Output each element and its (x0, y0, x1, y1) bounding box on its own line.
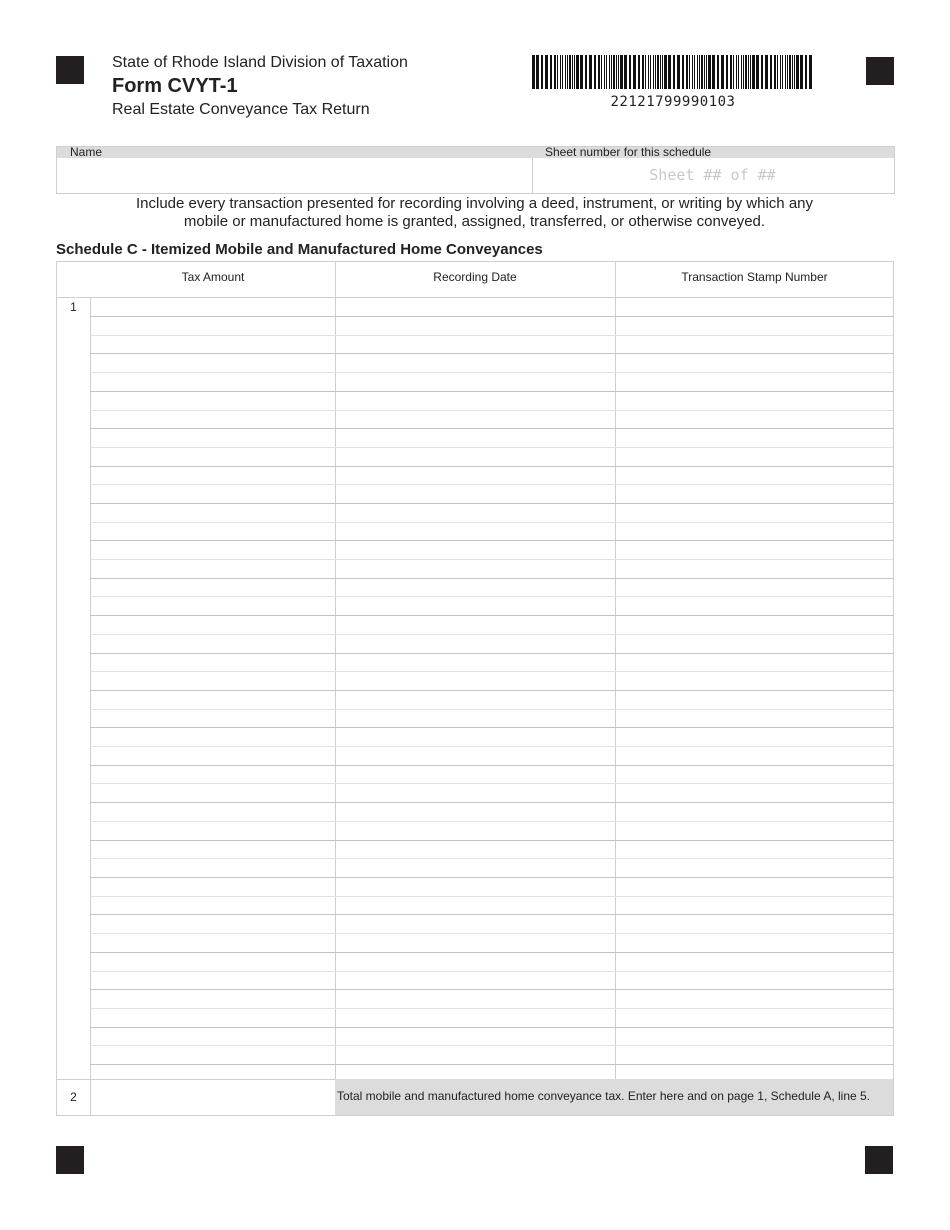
row-divider (90, 840, 893, 841)
registration-mark-top-left (56, 56, 84, 84)
total-instruction-text: Total mobile and manufactured home conveyance tax. Enter here and on page 1, Schedule A, line 5. (337, 1089, 871, 1103)
barcode-bar (704, 55, 705, 89)
barcode-bar (662, 55, 663, 89)
registration-mark-bottom-left (56, 1146, 84, 1174)
barcode-bar (787, 55, 788, 89)
row-divider (90, 765, 893, 766)
barcode-bar (655, 55, 656, 89)
barcode-bar (601, 55, 602, 89)
form-title: Form CVYT-1 (112, 75, 238, 97)
line-1-label: 1 (70, 300, 77, 314)
row-divider (90, 596, 893, 597)
row-divider (90, 952, 893, 953)
barcode-bar (782, 55, 783, 89)
barcode-bar (712, 55, 715, 89)
row-divider (90, 578, 893, 579)
row-divider (90, 746, 893, 747)
registration-mark-bottom-right (865, 1146, 893, 1174)
barcode-bar (609, 55, 610, 89)
column-header-transaction-stamp: Transaction Stamp Number (681, 270, 828, 284)
barcode-bar (708, 55, 711, 89)
name-label: Name (70, 145, 103, 159)
barcode-bar (638, 55, 640, 89)
barcode-bar (774, 55, 776, 89)
barcode-bar (765, 55, 768, 89)
barcode-bar (574, 55, 575, 89)
barcode-bar (800, 55, 803, 89)
barcode-bar (694, 55, 695, 89)
row-divider (90, 335, 893, 336)
schedule-table (56, 261, 894, 1116)
barcode-bar (589, 55, 592, 89)
barcode-bar (642, 55, 644, 89)
barcode-bar (594, 55, 596, 89)
row-divider (90, 933, 893, 934)
label-bar (57, 147, 894, 158)
barcode-bar (745, 55, 747, 89)
row-divider (90, 727, 893, 728)
row-divider (90, 653, 893, 654)
row-divider (90, 447, 893, 448)
row-divider (90, 372, 893, 373)
row-divider (90, 559, 893, 560)
barcode-bar (706, 55, 707, 89)
row-divider (90, 1008, 893, 1009)
barcode-bar (629, 55, 631, 89)
barcode-bar (761, 55, 763, 89)
row-divider (90, 428, 893, 429)
barcode-bar (792, 55, 793, 89)
row-divider (90, 615, 893, 616)
row-divider (90, 989, 893, 990)
barcode-bar (673, 55, 675, 89)
name-input[interactable] (59, 160, 533, 192)
row-divider (90, 896, 893, 897)
barcode-bar (585, 55, 587, 89)
barcode-bar (741, 55, 742, 89)
row-divider (90, 1064, 893, 1065)
barcode-bar (557, 55, 558, 89)
barcode-bar (726, 55, 728, 89)
total-tax-field[interactable] (91, 1080, 334, 1114)
barcode-bar (743, 55, 744, 89)
barcode-bar (606, 55, 607, 89)
barcode-bar (738, 55, 739, 89)
barcode-bar (580, 55, 583, 89)
barcode-bar (611, 55, 612, 89)
column-header-recording-date: Recording Date (433, 270, 517, 284)
barcode-bar (785, 55, 786, 89)
schedule-title: Schedule C - Itemized Mobile and Manufactured Home Conveyances (56, 241, 543, 258)
row-divider (90, 540, 893, 541)
barcode-bar (748, 55, 749, 89)
barcode-bar (686, 55, 688, 89)
row-divider (90, 1027, 893, 1028)
row-divider (90, 466, 893, 467)
barcode-bar (532, 55, 535, 89)
barcode-bar (730, 55, 732, 89)
instructions-line-2: mobile or manufactured home is granted, assigned, transferred, or otherwise conveyed. (183, 213, 766, 230)
barcode-bar (565, 55, 566, 89)
registration-mark-top-right (866, 57, 894, 85)
barcode-bar (545, 55, 548, 89)
barcode-bar (756, 55, 759, 89)
barcode-bar (648, 55, 649, 89)
row-divider (90, 503, 893, 504)
row-divider (90, 877, 893, 878)
barcode-bar (613, 55, 615, 89)
barcode-bar (624, 55, 627, 89)
row-divider (90, 821, 893, 822)
barcode-bar (770, 55, 772, 89)
barcode-bar (598, 55, 600, 89)
row-divider (90, 391, 893, 392)
barcode-bar (750, 55, 751, 89)
barcode-bar (668, 55, 671, 89)
sheet-number-input[interactable] (534, 160, 891, 190)
barcode-bar (562, 55, 563, 89)
line-2-label: 2 (70, 1090, 77, 1104)
barcode-bar (616, 55, 617, 89)
barcode-bar (721, 55, 724, 89)
barcode-bar (699, 55, 700, 89)
barcode-bar (569, 55, 571, 89)
barcode-bar (809, 55, 812, 89)
barcode-bar (689, 55, 690, 89)
row-divider (90, 634, 893, 635)
barcode-bar (660, 55, 661, 89)
row-divider (90, 353, 893, 354)
barcode-bar (620, 55, 623, 89)
instructions-line-1: Include every transaction presented for recording involving a deed, instrument, or writing by which any (135, 195, 814, 212)
row-divider (90, 690, 893, 691)
barcode-bar (697, 55, 698, 89)
barcode-bar (701, 55, 703, 89)
barcode-bar (777, 55, 778, 89)
agency-name: State of Rhode Island Division of Taxation (112, 54, 408, 71)
row-divider (90, 484, 893, 485)
barcode-bar (653, 55, 654, 89)
row-divider (90, 1045, 893, 1046)
barcode-bar (576, 55, 579, 89)
barcode-bar (677, 55, 680, 89)
barcode-bar (536, 55, 539, 89)
barcode-bar (650, 55, 651, 89)
barcode-bar (567, 55, 568, 89)
box-divider (532, 158, 533, 193)
row-divider (90, 802, 893, 803)
barcode-bar (717, 55, 719, 89)
name-sheet-box (56, 146, 895, 194)
barcode-bar (682, 55, 684, 89)
barcode-bar (645, 55, 646, 89)
column-header-tax-amount: Tax Amount (181, 270, 245, 284)
barcode-bar (554, 55, 556, 89)
row-divider (90, 410, 893, 411)
barcode-number: 22121799990103 (610, 94, 736, 110)
barcode-bar (752, 55, 755, 89)
header-divider (57, 297, 893, 298)
barcode-bar (657, 55, 659, 89)
row-divider (90, 971, 893, 972)
row-divider (90, 783, 893, 784)
barcode-bar (692, 55, 693, 89)
barcode-bar (733, 55, 734, 89)
barcode-bar (618, 55, 619, 89)
form-subtitle: Real Estate Conveyance Tax Return (112, 101, 370, 118)
barcode-bar (794, 55, 795, 89)
line-number-divider (90, 297, 91, 1115)
barcode-bar (572, 55, 573, 89)
barcode-bar (633, 55, 636, 89)
barcode-bar (736, 55, 737, 89)
sheet-number-label: Sheet number for this schedule (545, 145, 712, 159)
row-divider (90, 858, 893, 859)
row-divider (90, 709, 893, 710)
barcode-bar (550, 55, 552, 89)
row-divider (90, 914, 893, 915)
row-divider (90, 522, 893, 523)
barcode-bar (560, 55, 561, 89)
row-divider (90, 316, 893, 317)
barcode-bar (780, 55, 781, 89)
barcode-bar (604, 55, 605, 89)
barcode-bar (664, 55, 667, 89)
instructions-text (56, 195, 893, 231)
row-divider (90, 671, 893, 672)
barcode-bar (805, 55, 807, 89)
barcode-bar (541, 55, 543, 89)
barcode-bar (789, 55, 791, 89)
barcode-bar (796, 55, 799, 89)
barcode-icon (530, 55, 816, 89)
